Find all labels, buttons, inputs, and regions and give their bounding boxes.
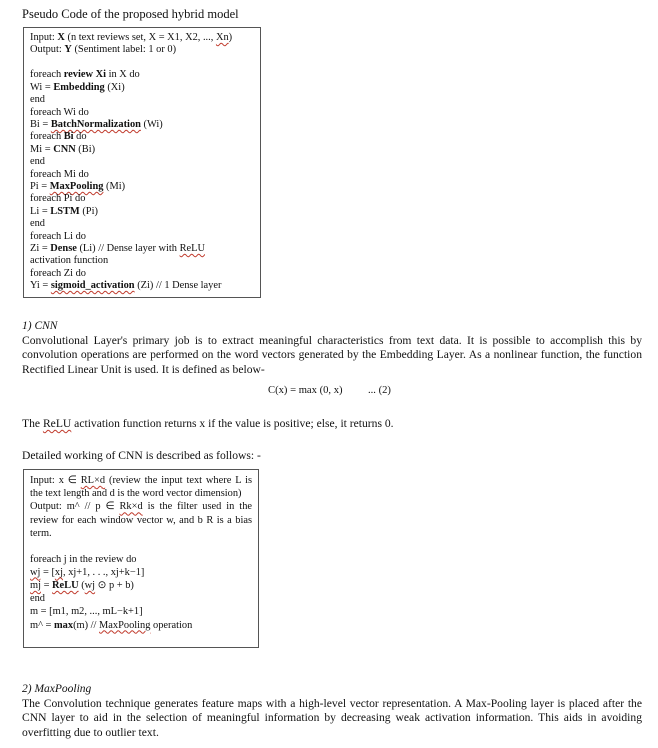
cnn-paragraph: Convolutional Layer's primary job is to extract meaningful characteristics from text data. It is possible to accomplish this by convolution operations are performed on the word vectors generated by the Embedding Layer. As a nonlinear function, the function Rectified Linear Unit is used. It is defined as below- — [22, 334, 642, 376]
pseudo-line: foreach Wi do — [30, 106, 89, 118]
pseudo-line: foreach Li do — [30, 230, 86, 242]
pseudo-line: end — [30, 156, 46, 168]
cnn-pseudocode-box — [23, 469, 259, 648]
pseudo-line: Wi = Embedding (Xi) — [30, 81, 125, 93]
pseudo-line: Mi = CNN (Bi) — [30, 143, 96, 155]
pseudo-input-line: Input: x ∈ RL×d (review the input text where L is the text length and d is the word vector dimension) — [30, 475, 252, 500]
detailed-working-text: Detailed working of CNN is described as follows: - — [22, 449, 261, 462]
maxpooling-paragraph: The Convolution technique generates feature maps with a high-level vector representation. A Max-Pooling layer is placed after the CNN layer to aid in the selection of meaningful information by decreasing weak activation information. This aids in avoiding overfitting due to outlier text. — [22, 697, 642, 739]
pseudo-line: foreach Pi do — [30, 193, 86, 205]
pseudo-line: end — [30, 593, 46, 605]
pseudo-line: foreach Bi do — [30, 131, 87, 143]
pseudo-line: foreach Zi do — [30, 267, 86, 279]
relu-description: The ReLU activation function returns x if the value is positive; else, it returns 0. — [22, 417, 394, 430]
pseudo-line: m^ = max(m) // MaxPooling operation — [30, 619, 193, 631]
pseudo-line: end — [30, 94, 46, 106]
pseudo-output-line: Output: Y (Sentiment label: 1 or 0) — [30, 44, 177, 56]
pseudo-line: foreach j in the review do — [30, 553, 137, 565]
pseudo-line: mj = ReLU (wj ⊙ p + b) — [30, 579, 134, 591]
pseudo-input-line: Input: X (n text reviews set, X = X1, X2, ..., Xn) — [30, 32, 233, 43]
pseudo-line: Zi = Dense (Li) // Dense layer with ReLU — [30, 243, 205, 254]
pseudo-output-line: Output: m^ // p ∈ Rk×d is the filter used in the review for each window vector w, and b R is a bias term. — [30, 501, 253, 539]
page-heading: Pseudo Code of the proposed hybrid model — [22, 7, 239, 21]
section-title-maxpooling: 2) MaxPooling — [22, 683, 92, 695]
section-title-cnn: 1) CNN — [22, 320, 58, 332]
pseudo-line: Li = LSTM (Pi) — [30, 205, 98, 217]
pseudo-line: end — [30, 218, 46, 230]
pseudo-line: m = [m1, m2, ..., mL−k+1] — [30, 606, 143, 618]
pseudo-line: activation function — [30, 255, 109, 267]
pseudo-line: foreach Mi do — [30, 168, 89, 180]
hybrid-model-pseudocode-box — [23, 27, 261, 298]
pseudo-line: foreach review Xi in X do — [30, 69, 140, 81]
pseudo-line: Pi = MaxPooling (Mi) — [30, 180, 126, 192]
pseudo-line: wj = [xj, xj+1, . . ., xj+k−1] — [30, 566, 145, 578]
pseudo-line: Bi = BatchNormalization (Wi) — [30, 118, 163, 130]
equation-number: ... (2) — [368, 385, 391, 396]
pseudo-line: Yi = sigmoid_activation (Zi) // 1 Dense layer — [30, 280, 222, 292]
equation-relu: C(x) = max (0, x) — [268, 385, 343, 396]
